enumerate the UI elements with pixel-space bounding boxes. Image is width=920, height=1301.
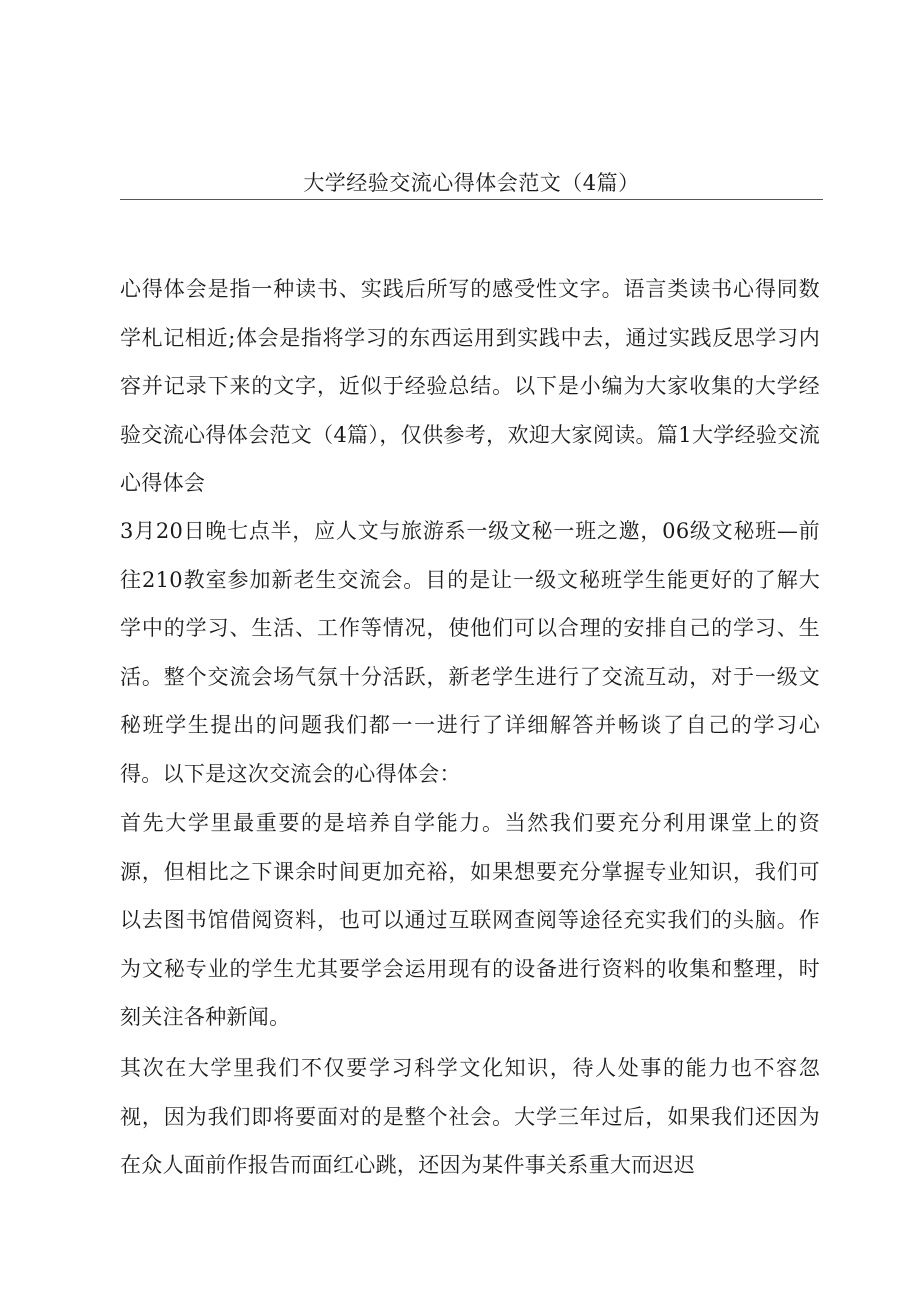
paragraph-social-skills: 其次在大学里我们不仅要学习科学文化知识，待人处事的能力也不容忽视，因为我们即将要面对的是整个社会。大学三年过后，如果我们还因为在众人面前作报告而面红心跳，还因为某件事关系重大而迟迟 — [120, 1056, 820, 1177]
paragraph-self-study: 首先大学里最重要的是培养自学能力。当然我们要充分利用课堂上的资源，但相比之下课余时间更加充裕，如果想要充分掌握专业知识，我们可以去图书馆借阅资料，也可以通过互联网查阅等途径充实我们的头脑。作为文秘专业的学生尤其要学会运用现有的设备进行资料的收集和整理，时刻关注各种新闻。 — [120, 811, 820, 1029]
paragraph-intro: 心得体会是指一种读书、实践后所写的感受性文字。语言类读书心得同数学札记相近;体会是指将学习的东西运用到实践中去，通过实践反思学习内容并记录下来的文字，近似于经验总结。以下是小编为大家收集的大学经验交流心得体会范文（4篇），仅供参考，欢迎大家阅读。篇1大学经验交流心得体会 — [120, 277, 820, 495]
paragraph-event: 3月20日晚七点半，应人文与旅游系一级文秘一班之邀，06级文秘班—前往210教室参加新老生交流会。目的是让一级文秘班学生能更好的了解大学中的学习、生活、工作等情况，使他们可以合理的安排自己的学习、生活。整个交流会场气氛十分活跃，新老学生进行了交流互动，对于一级文秘班学生提出的问题我们都一一进行了详细解答并畅谈了自己的学习心得。以下是这次交流会的心得体会： — [120, 519, 820, 786]
title-underline — [120, 199, 823, 200]
document-title: 大学经验交流心得体会范文（4篇） — [303, 171, 640, 195]
